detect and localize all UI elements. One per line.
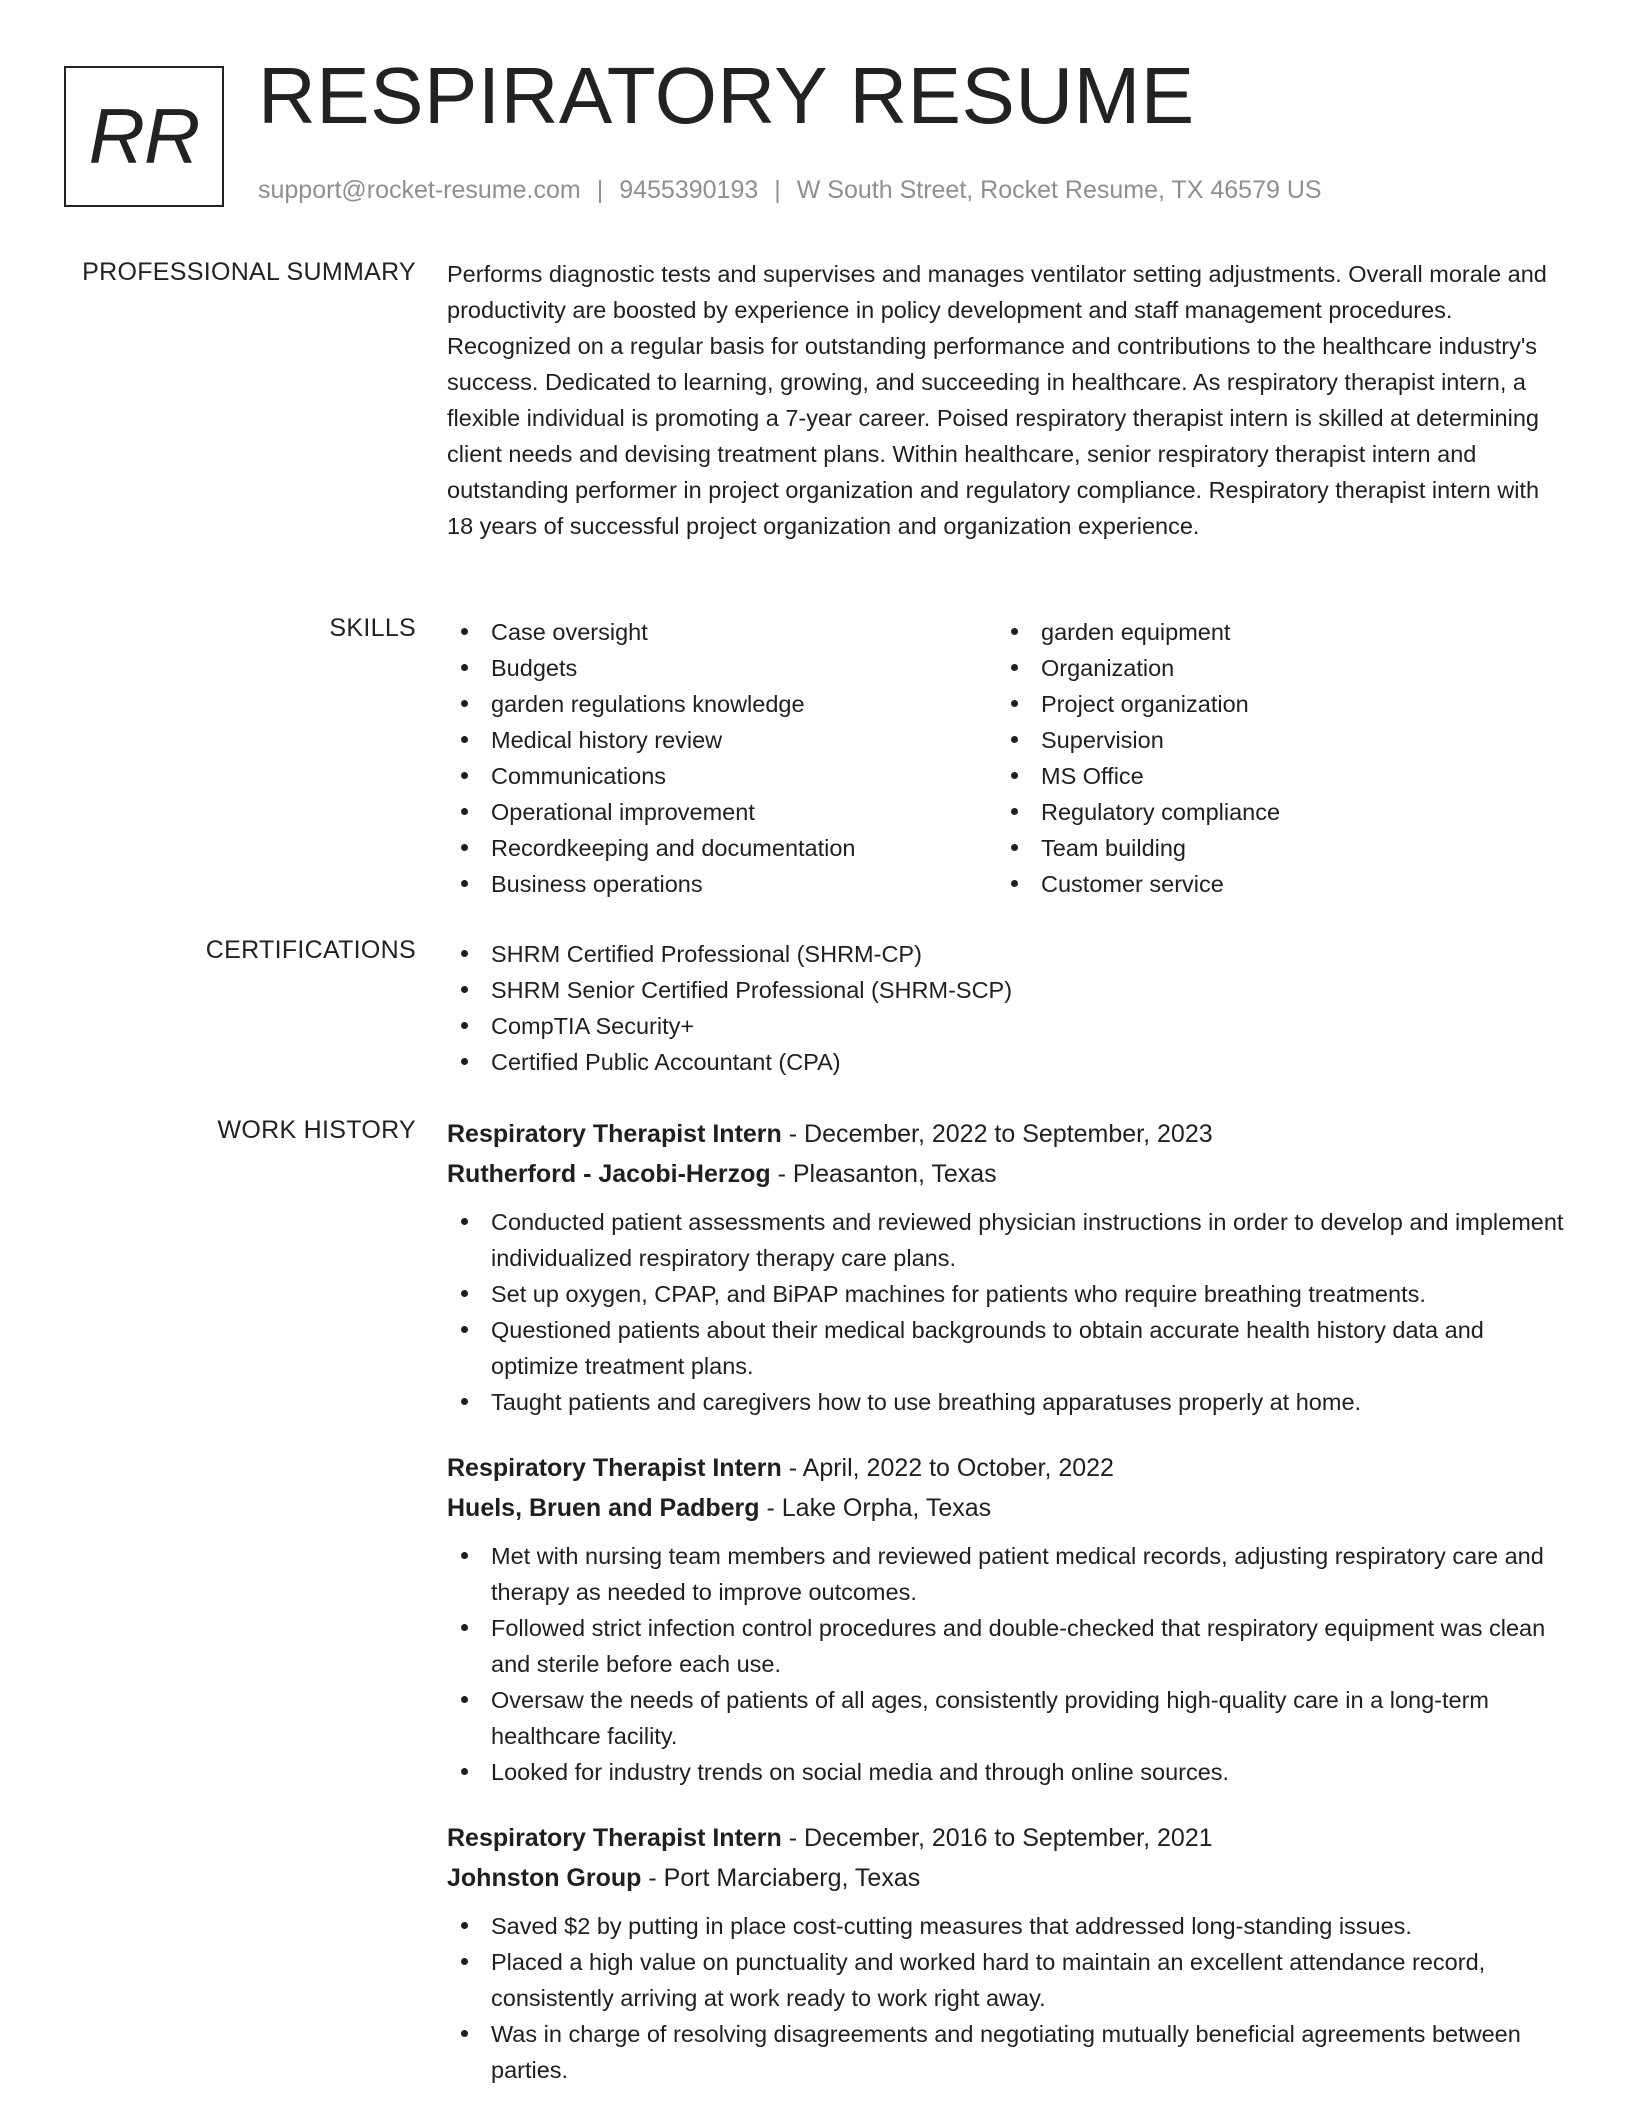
skills-list-left (447, 614, 997, 902)
job-duty: Placed a high value on punctuality and worked hard to maintain an excellent attendance record, consistently arriving at work ready to work right away. (447, 1944, 1567, 2016)
job-entry (447, 1448, 1567, 1790)
job-duty: Met with nursing team members and reviewed patient medical records, adjusting respiratory care and therapy as needed to improve outcomes. (447, 1538, 1567, 1610)
contact-separator: | (774, 176, 781, 204)
contact-phone[interactable]: 9455390193 (619, 176, 759, 204)
job-company-line (447, 1858, 1567, 1898)
job-duties (447, 1204, 1567, 1420)
job-title: Respiratory Therapist Intern (447, 1120, 782, 1148)
certifications-heading: CERTIFICATIONS (205, 936, 416, 964)
skill-item: Operational improvement (447, 794, 997, 830)
job-title: Respiratory Therapist Intern (447, 1454, 782, 1482)
skill-item: Budgets (447, 650, 997, 686)
skills-body (447, 614, 1567, 902)
job-company: Johnston Group (447, 1864, 642, 1892)
job-duties (447, 1538, 1567, 1790)
job-entry (447, 1114, 1567, 1420)
contact-line (258, 176, 1322, 205)
job-company: Huels, Bruen and Padberg (447, 1494, 760, 1522)
skill-item: MS Office (997, 758, 1547, 794)
skill-item: Project organization (997, 686, 1547, 722)
skills-heading: SKILLS (329, 614, 416, 642)
job-duty: Oversaw the needs of patients of all ages, consistently providing high-quality care in a long-term healthcare facility. (447, 1682, 1567, 1754)
page-title: RESPIRATORY RESUME (258, 51, 1195, 140)
certifications-body (447, 936, 1567, 1080)
job-location: - Pleasanton, Texas (770, 1160, 997, 1188)
job-company-line (447, 1154, 1567, 1194)
certification-item: SHRM Senior Certified Professional (SHRM-SCP) (447, 972, 1567, 1008)
skill-item: Communications (447, 758, 997, 794)
job-duty: Conducted patient assessments and reviewed physician instructions in order to develop and implement individualized respiratory therapy care plans. (447, 1204, 1567, 1276)
summary-body (447, 256, 1567, 544)
job-duty: Saved $2 by putting in place cost-cutting measures that addressed long-standing issues. (447, 1908, 1567, 1944)
skill-item: Customer service (997, 866, 1547, 902)
contact-email[interactable]: support@rocket-resume.com (258, 176, 581, 204)
monogram-logo: RR (64, 66, 224, 207)
job-dates: - April, 2022 to October, 2022 (781, 1454, 1114, 1482)
skill-item: Recordkeeping and documentation (447, 830, 997, 866)
job-title-line (447, 1448, 1567, 1488)
skills-list-right (997, 614, 1547, 902)
certification-item: CompTIA Security+ (447, 1008, 1567, 1044)
job-title-line (447, 1818, 1567, 1858)
skill-item: garden equipment (997, 614, 1547, 650)
job-duties (447, 1908, 1567, 2088)
job-duty: Taught patients and caregivers how to use breathing apparatuses properly at home. (447, 1384, 1567, 1420)
certifications-list (447, 936, 1567, 1080)
job-location: - Lake Orpha, Texas (759, 1494, 992, 1522)
job-duty: Set up oxygen, CPAP, and BiPAP machines for patients who require breathing treatments. (447, 1276, 1567, 1312)
job-dates: - December, 2016 to September, 2021 (781, 1824, 1213, 1852)
job-entry (447, 1818, 1567, 2088)
skill-item: Organization (997, 650, 1547, 686)
work-history-body (447, 1114, 1567, 2116)
job-duty: Was in charge of resolving disagreements and negotiating mutually beneficial agreements between parties. (447, 2016, 1567, 2088)
job-company-line (447, 1488, 1567, 1528)
skill-item: Supervision (997, 722, 1547, 758)
job-dates: - December, 2022 to September, 2023 (781, 1120, 1213, 1148)
job-duty: Looked for industry trends on social media and through online sources. (447, 1754, 1567, 1790)
contact-address: W South Street, Rocket Resume, TX 46579 US (796, 176, 1322, 204)
job-title-line (447, 1114, 1567, 1154)
job-title: Respiratory Therapist Intern (447, 1824, 782, 1852)
certification-item: SHRM Certified Professional (SHRM-CP) (447, 936, 1567, 972)
skill-item: Case oversight (447, 614, 997, 650)
skill-item: Business operations (447, 866, 997, 902)
job-duty: Followed strict infection control procedures and double-checked that respiratory equipment was clean and sterile before each use. (447, 1610, 1567, 1682)
skill-item: Regulatory compliance (997, 794, 1547, 830)
skill-item: Medical history review (447, 722, 997, 758)
skill-item: garden regulations knowledge (447, 686, 997, 722)
summary-text: Performs diagnostic tests and supervises and manages ventilator setting adjustments. Overall morale and productivity are boosted by experience in policy development and staff management procedures. Recognized on a regular basis for outstanding performance and contributions to the healthcare industry's success. Dedicated to learning, growing, and succeeding in healthcare. As respiratory therapist intern, a flexible individual is promoting a 7-year career. Poised respiratory therapist intern is skilled at determining client needs and devising treatment plans. Within healthcare, senior respiratory therapist intern and outstanding performer in project organization and regulatory compliance. Respiratory therapist intern with 18 years of successful project organization and organization experience. (447, 261, 1547, 539)
certification-item: Certified Public Accountant (CPA) (447, 1044, 1567, 1080)
contact-separator: | (596, 176, 604, 204)
summary-heading: PROFESSIONAL SUMMARY (82, 258, 416, 286)
job-company: Rutherford - Jacobi-Herzog (447, 1160, 771, 1188)
job-location: - Port Marciaberg, Texas (641, 1864, 921, 1892)
work-history-heading: WORK HISTORY (217, 1116, 416, 1144)
skill-item: Team building (997, 830, 1547, 866)
job-duty: Questioned patients about their medical backgrounds to obtain accurate health history data and optimize treatment plans. (447, 1312, 1567, 1384)
